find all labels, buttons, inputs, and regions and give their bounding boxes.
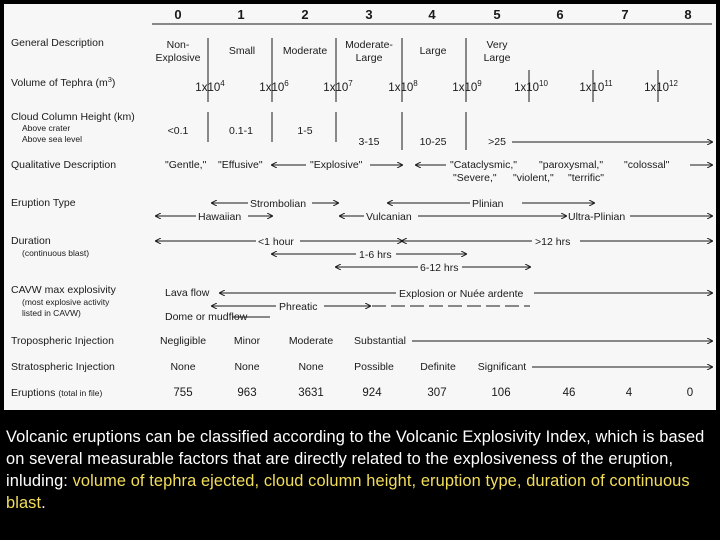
cavw-item: Explosion or Nuée ardente — [399, 288, 524, 300]
sea-level-height: >25 — [488, 136, 506, 148]
vei-index-2: 2 — [301, 7, 309, 22]
tropo-cell: Minor — [233, 335, 261, 347]
strato-cell: Possible — [354, 361, 394, 373]
qual-term: "Explosive" — [310, 159, 363, 171]
eruption-count: 3631 — [298, 387, 324, 399]
row-cavw — [165, 287, 712, 323]
eruption-type-term: Strombolian — [250, 198, 307, 210]
duration-span: <1 hour — [258, 236, 294, 248]
eruption-count: 755 — [173, 387, 193, 399]
sea-level-height: 10-25 — [419, 136, 447, 148]
gd-cell: Non- — [166, 39, 190, 51]
cavw-item: Lava flow — [165, 287, 210, 299]
row-duration — [156, 236, 712, 274]
row-tephra — [195, 79, 678, 94]
qual-term: "colossal" — [624, 159, 670, 171]
label-above-crater: Above crater — [22, 123, 71, 133]
tephra-value: $1x10^8$ — [388, 79, 418, 94]
label-stratospheric: Stratospheric Injection — [11, 361, 115, 373]
vei-index-8: 8 — [684, 7, 692, 22]
vei-index-3: 3 — [365, 7, 373, 22]
tephra-value: $1x10^{12}$ — [644, 79, 678, 94]
strato-cell: None — [234, 361, 260, 373]
caption-main: Volcanic eruptions can be classified according to the Volcanic Explosivity Index, which is based on several measurable factors that are directly related to the explosiveness of the eruption, inluding: — [6, 428, 705, 490]
qual-term: "paroxysmal," — [539, 159, 604, 171]
sea-level-height: 3-15 — [358, 136, 380, 148]
qual-term: "Severe," — [453, 172, 497, 184]
strato-cell: None — [170, 361, 196, 373]
caption-text — [6, 426, 712, 514]
duration-span: 6-12 hrs — [420, 262, 459, 274]
tephra-value: $1x10^{11}$ — [579, 79, 613, 94]
vei-index-1: 1 — [237, 7, 245, 22]
qual-term: "terrific" — [568, 172, 605, 184]
vei-index-7: 7 — [621, 7, 629, 22]
label-qualitative: Qualitative Description — [11, 159, 117, 171]
eruption-count: 963 — [237, 387, 257, 399]
crater-height: <0.1 — [167, 125, 189, 137]
row-eruption-type — [156, 198, 712, 223]
eruption-type-term: Ultra-Plinian — [568, 211, 626, 223]
caption-highlight: volume of tephra ejected, cloud column height, eruption type, duration of continuous blast — [6, 472, 690, 512]
cavw-item: Phreatic — [279, 301, 318, 313]
tephra-value: $1x10^9$ — [452, 79, 482, 94]
label-continuous-blast: (continuous blast) — [22, 248, 90, 258]
qual-term: "violent," — [513, 172, 554, 184]
gd-cell: Very — [486, 39, 508, 51]
eruption-type-term: Vulcanian — [366, 211, 412, 223]
label-cloud-height: Cloud Column Height (km) — [11, 111, 135, 123]
tropo-cell: Negligible — [159, 335, 207, 347]
gd-cell: Explosive — [155, 52, 201, 64]
tephra-value: $1x10^4$ — [195, 79, 225, 94]
tropo-cell: Moderate — [288, 335, 334, 347]
tropo-cell: Substantial — [354, 335, 406, 347]
vei-index-5: 5 — [493, 7, 501, 22]
tephra-value: $1x10^7$ — [323, 79, 353, 94]
eruption-count: 307 — [427, 387, 447, 399]
vei-table-figure — [4, 4, 716, 410]
label-eruption-type: Eruption Type — [11, 197, 76, 209]
gd-cell: Moderate- — [345, 39, 393, 51]
tephra-value: $1x10^{10}$ — [514, 79, 548, 94]
eruption-type-term: Plinian — [472, 198, 504, 210]
eruption-count: 46 — [562, 387, 576, 399]
vei-index-header — [152, 7, 712, 24]
gd-cell: Moderate — [282, 45, 328, 57]
qual-term: "Effusive" — [218, 159, 263, 171]
eruption-type-term: Hawaiian — [198, 211, 242, 223]
gd-cell: Large — [355, 52, 383, 64]
vei-index-0: 0 — [174, 7, 182, 22]
label-cavw-sub2: listed in CAVW) — [22, 308, 81, 318]
label-tephra: Volume of Tephra $(m^3)$ — [11, 75, 116, 89]
duration-span: 1-6 hrs — [359, 249, 392, 261]
eruption-count: 924 — [362, 387, 382, 399]
eruption-count: 4 — [625, 387, 633, 399]
label-tropospheric: Tropospheric Injection — [11, 335, 114, 347]
tephra-value: $1x10^6$ — [259, 79, 289, 94]
duration-span: >12 hrs — [535, 236, 571, 248]
crater-height: 1-5 — [297, 125, 313, 137]
label-cavw-sub1: (most explosive activity — [22, 297, 110, 307]
row-eruption-counts — [173, 387, 693, 399]
label-general-description: General Description — [11, 37, 104, 49]
row-qualitative — [165, 159, 712, 184]
row-labels — [11, 37, 135, 399]
gd-cell: Small — [228, 45, 256, 57]
row-cloud-height — [168, 125, 712, 148]
crater-height: 0.1-1 — [229, 125, 253, 137]
eruption-count: 0 — [686, 387, 694, 399]
cavw-item: Dome or mudflow — [165, 311, 248, 323]
row-stratospheric — [170, 361, 712, 373]
row-general-description — [156, 39, 511, 64]
vei-index-6: 6 — [556, 7, 564, 22]
vei-index-4: 4 — [428, 7, 436, 22]
strato-cell: Significant — [477, 361, 527, 373]
caption-end: . — [41, 494, 46, 512]
eruption-count: 106 — [491, 387, 511, 399]
gd-cell: Large — [483, 52, 511, 64]
vei-table — [4, 4, 716, 410]
label-cavw: CAVW max explosivity — [11, 284, 116, 296]
qual-term: "Gentle," — [165, 159, 207, 171]
label-duration: Duration — [11, 235, 51, 247]
row-tropospheric — [160, 335, 712, 347]
label-above-sea-level: Above sea level — [22, 134, 83, 144]
gd-cell: Large — [419, 45, 447, 57]
label-eruptions: Eruptions (total in file) — [11, 387, 103, 399]
strato-cell: None — [298, 361, 324, 373]
strato-cell: Definite — [420, 361, 456, 373]
qual-term: "Cataclysmic," — [450, 159, 517, 171]
